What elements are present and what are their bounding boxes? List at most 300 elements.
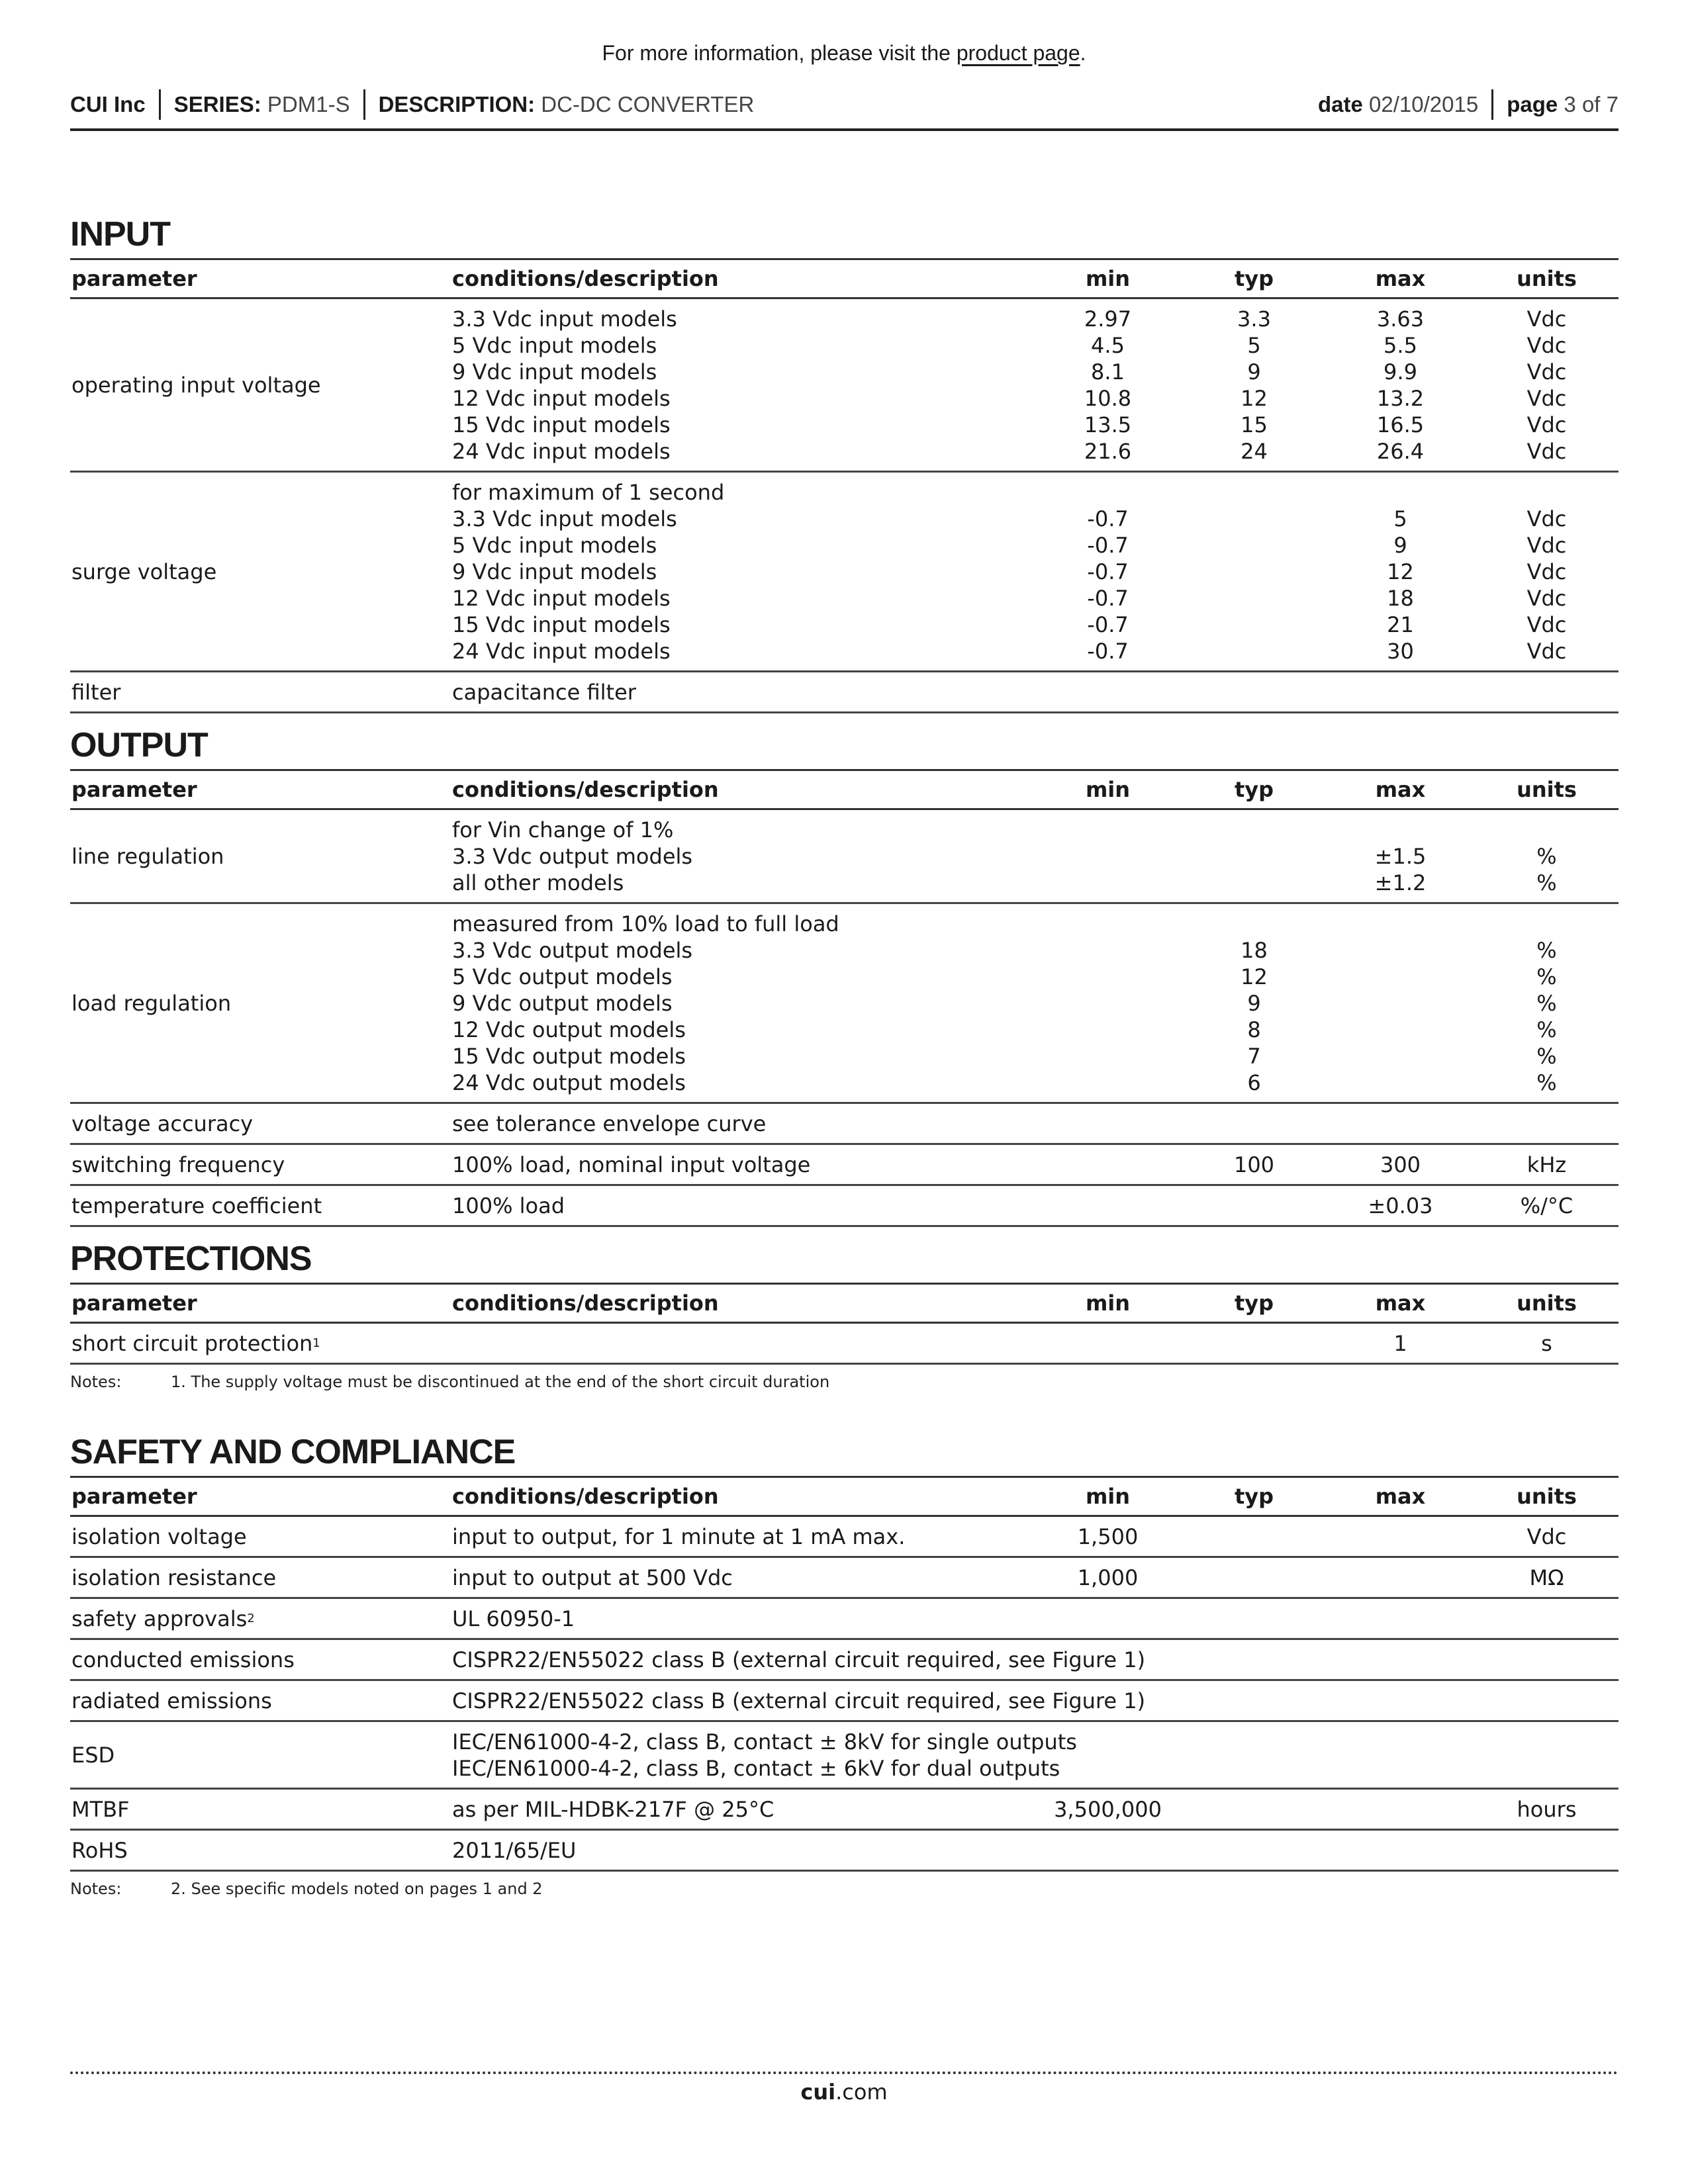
- max-cell: ±1.5: [1374, 844, 1427, 869]
- condition-cell: all other models: [452, 870, 624, 895]
- typ-cell: [1181, 1729, 1327, 1755]
- parameter-cell: [70, 1688, 452, 1714]
- typ-cell: [1181, 1837, 1327, 1864]
- condition-cell: CISPR22/EN55022 class B (external circuit required, see Figure 1): [452, 1688, 1146, 1713]
- typ-cell: [1181, 532, 1327, 559]
- max-cell: 9.9: [1383, 359, 1417, 385]
- max-cell: 12: [1387, 559, 1414, 584]
- typ-cell: [1181, 585, 1327, 612]
- min-cell: [1035, 964, 1181, 990]
- condition-cell: capacitance filter: [452, 680, 636, 705]
- description-value: DC-DC CONVERTER: [541, 92, 755, 116]
- parameter-name: temperature coefficient: [71, 1193, 322, 1218]
- column-header-typ: typ: [1234, 1291, 1274, 1316]
- typ-cell: [1181, 638, 1327, 664]
- units-cell: Vdc: [1526, 639, 1567, 664]
- column-header-max: max: [1375, 266, 1426, 291]
- units-cell: Vdc: [1526, 586, 1567, 611]
- condition-cell: 24 Vdc input models: [452, 639, 671, 664]
- column-header-conditions: conditions/description: [452, 266, 719, 291]
- condition-cell: 9 Vdc input models: [452, 359, 657, 385]
- condition-cell: 3.3 Vdc output models: [452, 938, 693, 963]
- parameter-cell: [70, 1729, 452, 1782]
- max-cell: 300: [1380, 1152, 1421, 1177]
- spec-line: [452, 817, 1620, 843]
- table-row: [70, 1558, 1618, 1599]
- column-header-max: max: [1375, 1291, 1426, 1316]
- parameter-name: operating input voltage: [71, 373, 321, 398]
- min-cell: [1035, 479, 1181, 506]
- row-lines: [452, 1688, 1620, 1714]
- spec-line: [452, 937, 1620, 964]
- max-cell: 30: [1387, 639, 1414, 664]
- units-cell: s: [1541, 1331, 1552, 1356]
- min-cell: [1035, 1837, 1181, 1864]
- column-header-units: units: [1517, 1291, 1577, 1316]
- typ-cell: [1181, 1606, 1327, 1632]
- min-cell: -0.7: [1087, 533, 1129, 558]
- column-header-typ: typ: [1234, 777, 1274, 802]
- column-header-conditions: conditions/description: [452, 1484, 719, 1509]
- min-cell: [1035, 679, 1181, 705]
- max-cell: ±0.03: [1368, 1193, 1433, 1218]
- units-cell: Vdc: [1526, 359, 1567, 385]
- typ-cell: 12: [1241, 964, 1268, 989]
- spec-line: [452, 385, 1620, 412]
- typ-cell: 12: [1241, 386, 1268, 411]
- condition-cell: input to output at 500 Vdc: [452, 1565, 733, 1590]
- units-cell: %: [1536, 1017, 1557, 1042]
- spec-line: [452, 964, 1620, 990]
- typ-cell: 24: [1241, 439, 1268, 464]
- max-cell: [1327, 1524, 1474, 1550]
- parameter-name: ESD: [71, 1743, 115, 1768]
- notes: [70, 1365, 1618, 1404]
- top-info-note: [0, 41, 1688, 66]
- units-cell: Vdc: [1526, 506, 1567, 531]
- parameter-name: conducted emissions: [71, 1647, 295, 1672]
- notes-label: Notes:: [70, 1373, 122, 1391]
- condition-cell: input to output, for 1 minute at 1 mA max.: [452, 1524, 906, 1549]
- typ-cell: [1181, 506, 1327, 532]
- row-lines: [452, 479, 1620, 664]
- description-label: DESCRIPTION:: [378, 92, 536, 116]
- spec-line: [452, 1688, 1620, 1714]
- min-cell: [1035, 1152, 1181, 1178]
- typ-cell: 9: [1247, 991, 1261, 1016]
- typ-cell: 5: [1247, 333, 1261, 358]
- min-cell: [1035, 870, 1181, 896]
- units-cell: Vdc: [1526, 612, 1567, 637]
- section-safety-and-compliance: [70, 1428, 1618, 1935]
- condition-cell: 5 Vdc input models: [452, 333, 657, 358]
- condition-cell: IEC/EN61000-4-2, class B, contact ± 8kV for single outputs: [452, 1729, 1077, 1754]
- min-cell: [1035, 911, 1181, 937]
- divider: [159, 89, 161, 120]
- table-header-row: [70, 1476, 1618, 1517]
- notes-label: Notes:: [70, 1880, 122, 1898]
- units-cell: %: [1536, 1070, 1557, 1095]
- spec-line: [452, 990, 1620, 1017]
- spec-line: [452, 306, 1620, 332]
- table-header-row: [70, 1283, 1618, 1324]
- min-cell: [1035, 1069, 1181, 1096]
- spec-line: [452, 479, 1620, 506]
- min-cell: -0.7: [1087, 612, 1129, 637]
- notes: [70, 1872, 1618, 1911]
- date-value: 02/10/2015: [1369, 92, 1479, 116]
- spec-line: [452, 532, 1620, 559]
- parameter-cell: [70, 1111, 452, 1137]
- condition-cell: for Vin change of 1%: [452, 817, 674, 842]
- max-cell: [1327, 679, 1474, 705]
- typ-cell: 7: [1247, 1044, 1261, 1069]
- page-value: 3 of 7: [1564, 92, 1618, 116]
- units-cell: [1474, 911, 1620, 937]
- spec-line: [452, 843, 1620, 870]
- condition-cell: CISPR22/EN55022 class B (external circuit required, see Figure 1): [452, 1647, 1146, 1672]
- spacer: [70, 1404, 1618, 1428]
- spec-line: [452, 638, 1620, 664]
- units-cell: %: [1536, 1044, 1557, 1069]
- units-cell: [1474, 679, 1620, 705]
- section-title: PROTECTIONS: [70, 1240, 312, 1278]
- spec-line: [452, 1330, 1620, 1357]
- min-cell: [1035, 1330, 1181, 1357]
- units-cell: %: [1536, 938, 1557, 963]
- units-cell: [1474, 1837, 1620, 1864]
- units-cell: Vdc: [1526, 333, 1567, 358]
- min-cell: 4.5: [1091, 333, 1125, 358]
- spec-line: [452, 1111, 1620, 1137]
- units-cell: [1474, 817, 1620, 843]
- max-cell: [1327, 479, 1474, 506]
- units-cell: Vdc: [1526, 1524, 1567, 1549]
- parameter-name: load regulation: [71, 991, 232, 1016]
- spacer: [70, 1911, 1618, 1935]
- parameter-cell: [70, 479, 452, 664]
- condition-cell: 15 Vdc input models: [452, 412, 671, 437]
- spacer: [70, 1227, 1618, 1235]
- section-protections: [70, 1235, 1618, 1428]
- spec-line: [452, 1565, 1620, 1591]
- parameter-cell: [70, 306, 452, 465]
- parameter-cell: [70, 1606, 452, 1632]
- typ-cell: [1181, 1755, 1327, 1782]
- condition-cell: 12 Vdc input models: [452, 386, 671, 411]
- table-row: [70, 1790, 1618, 1831]
- spec-line: [452, 438, 1620, 465]
- condition-cell: 100% load: [452, 1193, 565, 1218]
- table-header-row: [70, 258, 1618, 299]
- max-cell: [1327, 937, 1474, 964]
- spec-line: [452, 359, 1620, 385]
- column-header-parameter: parameter: [71, 1484, 197, 1509]
- max-cell: [1327, 1729, 1474, 1755]
- units-cell: [1474, 1647, 1620, 1673]
- parameter-name: MTBF: [71, 1797, 130, 1822]
- min-cell: [1035, 1043, 1181, 1069]
- parameter-name: isolation resistance: [71, 1565, 277, 1590]
- max-cell: [1327, 1837, 1474, 1864]
- condition-cell: IEC/EN61000-4-2, class B, contact ± 6kV for dual outputs: [452, 1756, 1060, 1781]
- column-header-units: units: [1517, 1484, 1577, 1509]
- column-header-min: min: [1085, 777, 1131, 802]
- row-lines: [452, 1837, 1620, 1864]
- typ-cell: [1181, 479, 1327, 506]
- min-cell: [1035, 817, 1181, 843]
- units-cell: %: [1536, 991, 1557, 1016]
- max-cell: [1327, 1017, 1474, 1043]
- spec-line: [452, 1606, 1620, 1632]
- footer-divider: [70, 2071, 1618, 2074]
- max-cell: 18: [1387, 586, 1414, 611]
- typ-cell: [1181, 559, 1327, 585]
- condition-cell: 5 Vdc output models: [452, 964, 673, 989]
- typ-cell: 18: [1241, 938, 1268, 963]
- typ-cell: 8: [1247, 1017, 1261, 1042]
- condition-cell: 3.3 Vdc input models: [452, 506, 677, 531]
- min-cell: [1035, 1688, 1181, 1714]
- units-cell: [1474, 1111, 1620, 1137]
- typ-cell: [1181, 1565, 1327, 1591]
- spec-line: [452, 1043, 1620, 1069]
- spec-line: [452, 612, 1620, 638]
- typ-cell: [1181, 1330, 1327, 1357]
- units-cell: MΩ: [1529, 1565, 1564, 1590]
- row-lines: [452, 1330, 1620, 1357]
- spec-line: [452, 1837, 1620, 1864]
- row-lines: [452, 1524, 1620, 1550]
- condition-cell: 12 Vdc input models: [452, 586, 671, 611]
- table-row: [70, 672, 1618, 713]
- typ-cell: [1181, 843, 1327, 870]
- max-cell: 1: [1393, 1331, 1407, 1356]
- row-lines: [452, 911, 1620, 1096]
- typ-cell: [1181, 612, 1327, 638]
- min-cell: -0.7: [1087, 506, 1129, 531]
- typ-cell: [1181, 1111, 1327, 1137]
- table-row: [70, 1104, 1618, 1145]
- column-header-min: min: [1085, 1484, 1131, 1509]
- typ-cell: [1181, 679, 1327, 705]
- table-row: [70, 1681, 1618, 1722]
- max-cell: [1327, 1043, 1474, 1069]
- spec-line: [452, 559, 1620, 585]
- spec-line: [452, 506, 1620, 532]
- section-title: SAFETY AND COMPLIANCE: [70, 1433, 516, 1471]
- footer-domain: .com: [835, 2079, 888, 2105]
- parameter-name: line regulation: [71, 844, 224, 869]
- parameter-cell: [70, 1565, 452, 1591]
- section-input: [70, 210, 1618, 721]
- max-cell: 26.4: [1376, 439, 1425, 464]
- page-label: page: [1507, 92, 1558, 116]
- max-cell: 5.5: [1383, 333, 1417, 358]
- row-lines: [452, 1152, 1620, 1178]
- min-cell: [1035, 1729, 1181, 1755]
- typ-cell: [1181, 1796, 1327, 1823]
- table-header-row: [70, 769, 1618, 810]
- table-row: [70, 1186, 1618, 1227]
- units-cell: %: [1536, 844, 1557, 869]
- units-cell: [1474, 1755, 1620, 1782]
- max-cell: [1327, 1111, 1474, 1137]
- typ-cell: [1181, 870, 1327, 896]
- spec-line: [452, 1647, 1620, 1673]
- condition-cell: 3.3 Vdc output models: [452, 844, 693, 869]
- row-lines: [452, 1111, 1620, 1137]
- spec-line: [452, 1152, 1620, 1178]
- min-cell: 13.5: [1084, 412, 1132, 437]
- typ-cell: [1181, 817, 1327, 843]
- spec-line: [452, 1069, 1620, 1096]
- column-header-parameter: parameter: [71, 266, 197, 291]
- divider: [1491, 89, 1493, 120]
- max-cell: [1327, 1565, 1474, 1591]
- max-cell: 21: [1387, 612, 1414, 637]
- condition-cell: 15 Vdc input models: [452, 612, 671, 637]
- row-lines: [452, 1193, 1620, 1219]
- min-cell: 21.6: [1084, 439, 1132, 464]
- top-note-end: .: [1080, 41, 1086, 65]
- condition-cell: 9 Vdc input models: [452, 559, 657, 584]
- row-lines: [452, 1565, 1620, 1591]
- spec-line: [452, 585, 1620, 612]
- spec-line: [452, 1017, 1620, 1043]
- document-header: [70, 87, 1618, 122]
- max-cell: [1327, 1647, 1474, 1673]
- typ-cell: [1181, 1647, 1327, 1673]
- condition-cell: 24 Vdc output models: [452, 1070, 686, 1095]
- parameter-cell: [70, 1796, 452, 1823]
- top-note-text: For more information, please visit the: [602, 41, 957, 65]
- condition-cell: as per MIL-HDBK-217F @ 25°C: [452, 1797, 774, 1822]
- footnote-ref: 1: [312, 1336, 320, 1350]
- parameter-cell: [70, 1837, 452, 1864]
- min-cell: -0.7: [1087, 559, 1129, 584]
- spec-line: [452, 1755, 1620, 1782]
- units-cell: Vdc: [1526, 386, 1567, 411]
- note-text: 1. The supply voltage must be discontinued at the end of the short circuit duration: [171, 1373, 830, 1391]
- parameter-cell: [70, 1330, 452, 1357]
- units-cell: Vdc: [1526, 559, 1567, 584]
- min-cell: [1035, 1111, 1181, 1137]
- footer-brand: cui: [800, 2079, 836, 2105]
- max-cell: 3.63: [1376, 306, 1425, 332]
- parameter-name: filter: [71, 680, 121, 705]
- min-cell: -0.7: [1087, 639, 1129, 664]
- max-cell: [1327, 817, 1474, 843]
- min-cell: 8.1: [1091, 359, 1125, 385]
- row-lines: [452, 817, 1620, 896]
- column-header-min: min: [1085, 1291, 1131, 1316]
- typ-cell: 100: [1233, 1152, 1275, 1177]
- max-cell: [1327, 1796, 1474, 1823]
- divider: [363, 89, 365, 120]
- typ-cell: 9: [1247, 359, 1261, 385]
- condition-cell: 15 Vdc output models: [452, 1044, 686, 1069]
- row-lines: [452, 1796, 1620, 1823]
- max-cell: 13.2: [1376, 386, 1425, 411]
- row-lines: [452, 679, 1620, 705]
- typ-cell: [1181, 1193, 1327, 1219]
- units-cell: [1474, 1606, 1620, 1632]
- column-header-min: min: [1085, 266, 1131, 291]
- min-cell: [1035, 1193, 1181, 1219]
- max-cell: ±1.2: [1374, 870, 1427, 895]
- typ-cell: 15: [1241, 412, 1268, 437]
- units-cell: kHz: [1526, 1152, 1567, 1177]
- spacer: [70, 713, 1618, 721]
- section-title: INPUT: [70, 215, 170, 253]
- units-cell: Vdc: [1526, 412, 1567, 437]
- spec-line: [452, 332, 1620, 359]
- min-cell: 3,500,000: [1054, 1797, 1162, 1822]
- column-header-units: units: [1517, 266, 1577, 291]
- typ-cell: 3.3: [1237, 306, 1271, 332]
- condition-cell: 100% load, nominal input voltage: [452, 1152, 811, 1177]
- min-cell: [1035, 843, 1181, 870]
- table-row: [70, 1324, 1618, 1365]
- min-cell: [1035, 990, 1181, 1017]
- max-cell: 9: [1393, 533, 1407, 558]
- spec-line: [452, 1193, 1620, 1219]
- product-page-link[interactable]: product page: [956, 41, 1080, 65]
- typ-cell: [1181, 1688, 1327, 1714]
- column-header-parameter: parameter: [71, 1291, 197, 1316]
- condition-cell: [452, 1330, 1035, 1357]
- max-cell: 5: [1393, 506, 1407, 531]
- table-row: [70, 1517, 1618, 1558]
- table-row: [70, 1599, 1618, 1640]
- units-cell: %: [1536, 964, 1557, 989]
- parameter-cell: [70, 679, 452, 705]
- units-cell: [1474, 1729, 1620, 1755]
- min-cell: 2.97: [1084, 306, 1132, 332]
- parameter-name: safety approvals: [71, 1606, 248, 1631]
- spec-line: [452, 1524, 1620, 1550]
- min-cell: [1035, 937, 1181, 964]
- min-cell: [1035, 1017, 1181, 1043]
- series-label: SERIES:: [173, 92, 261, 116]
- column-header-conditions: conditions/description: [452, 777, 719, 802]
- typ-cell: 6: [1247, 1070, 1261, 1095]
- parameter-cell: [70, 1647, 452, 1673]
- parameter-name: radiated emissions: [71, 1688, 272, 1713]
- spec-line: [452, 870, 1620, 896]
- column-header-typ: typ: [1234, 1484, 1274, 1509]
- max-cell: [1327, 911, 1474, 937]
- max-cell: [1327, 990, 1474, 1017]
- min-cell: 10.8: [1084, 386, 1132, 411]
- parameter-cell: [70, 1152, 452, 1178]
- max-cell: [1327, 1606, 1474, 1632]
- condition-cell: UL 60950-1: [452, 1606, 575, 1631]
- series-value: PDM1-S: [267, 92, 350, 116]
- row-lines: [452, 306, 1620, 465]
- max-cell: [1327, 1688, 1474, 1714]
- parameter-name: RoHS: [71, 1838, 128, 1863]
- min-cell: [1035, 1606, 1181, 1632]
- row-lines: [452, 1606, 1620, 1632]
- column-header-units: units: [1517, 777, 1577, 802]
- parameter-cell: [70, 911, 452, 1096]
- table-row: [70, 1722, 1618, 1790]
- condition-cell: measured from 10% load to full load: [452, 911, 839, 936]
- units-cell: hours: [1517, 1797, 1577, 1822]
- max-cell: [1327, 1755, 1474, 1782]
